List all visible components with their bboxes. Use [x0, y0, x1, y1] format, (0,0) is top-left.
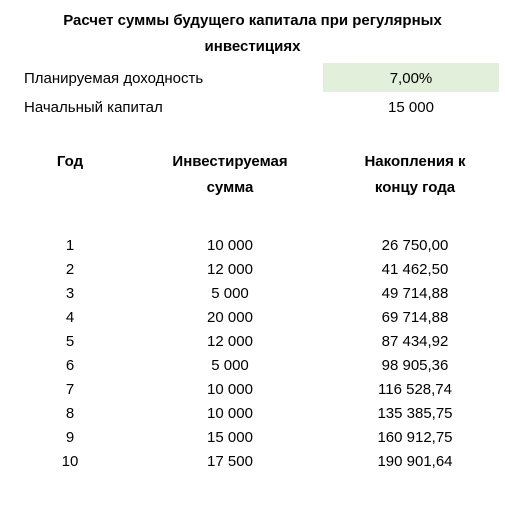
cell-year[interactable]: 1: [65, 237, 75, 254]
capital-value[interactable]: 15 000: [388, 99, 434, 116]
column-header-invest: [150, 152, 310, 198]
table-row: [0, 306, 505, 330]
column-header-year: [40, 152, 100, 172]
cell-accum[interactable]: 69 714,88: [381, 309, 449, 326]
cell-year[interactable]: 10: [61, 453, 79, 470]
cell-invest[interactable]: 12 000: [207, 261, 253, 278]
cell-invest[interactable]: 20 000: [207, 309, 253, 326]
yield-value[interactable]: 7,00%: [389, 70, 433, 87]
cell-invest[interactable]: 5 000: [211, 285, 249, 302]
table-row: [0, 354, 505, 378]
cell-accum[interactable]: 26 750,00: [381, 237, 449, 254]
column-header-accum-line1: Накопления к: [364, 153, 466, 170]
cell-invest[interactable]: 15 000: [207, 429, 253, 446]
table-row: [0, 402, 505, 426]
page-title-line1: Расчет суммы будущего капитала при регулярных: [63, 12, 442, 29]
cell-accum[interactable]: 49 714,88: [381, 285, 449, 302]
cell-year[interactable]: 9: [65, 429, 75, 446]
cell-year[interactable]: 5: [65, 333, 75, 350]
cell-year[interactable]: 6: [65, 357, 75, 374]
table-row: [0, 282, 505, 306]
cell-accum[interactable]: 116 528,74: [378, 381, 452, 398]
cell-invest[interactable]: 12 000: [207, 333, 253, 350]
cell-invest[interactable]: 17 500: [207, 453, 253, 470]
column-header-year-label: Год: [56, 153, 84, 170]
cell-invest[interactable]: 10 000: [207, 237, 253, 254]
cell-accum[interactable]: 160 912,75: [377, 429, 453, 446]
column-header-invest-line2: сумма: [206, 179, 254, 196]
column-header-accum: [330, 152, 500, 198]
column-header-accum-line2: концу года: [374, 179, 456, 196]
cell-invest[interactable]: 10 000: [207, 381, 253, 398]
cell-invest[interactable]: 10 000: [207, 405, 253, 422]
cell-accum[interactable]: 135 385,75: [377, 405, 453, 422]
page-title-line2: инвестициях: [204, 38, 301, 55]
cell-accum[interactable]: 190 901,64: [377, 453, 453, 470]
table-row: [0, 258, 505, 282]
cell-accum[interactable]: 98 905,36: [381, 357, 449, 374]
cell-year[interactable]: 3: [65, 285, 75, 302]
cell-accum[interactable]: 87 434,92: [381, 333, 449, 350]
table-row: [0, 330, 505, 354]
capital-label: Начальный капитал: [24, 99, 163, 116]
cell-accum[interactable]: 41 462,50: [381, 261, 449, 278]
investment-table: [0, 234, 505, 474]
yield-label: Планируемая доходность: [24, 70, 204, 87]
column-header-invest-line1: Инвестируемая: [172, 153, 288, 170]
table-row: [0, 426, 505, 450]
cell-year[interactable]: 8: [65, 405, 75, 422]
cell-invest[interactable]: 5 000: [211, 357, 249, 374]
cell-year[interactable]: 2: [65, 261, 75, 278]
table-row: [0, 234, 505, 258]
table-row: [0, 378, 505, 402]
cell-year[interactable]: 7: [65, 381, 75, 398]
table-row: [0, 450, 505, 474]
cell-year[interactable]: 4: [65, 309, 75, 326]
